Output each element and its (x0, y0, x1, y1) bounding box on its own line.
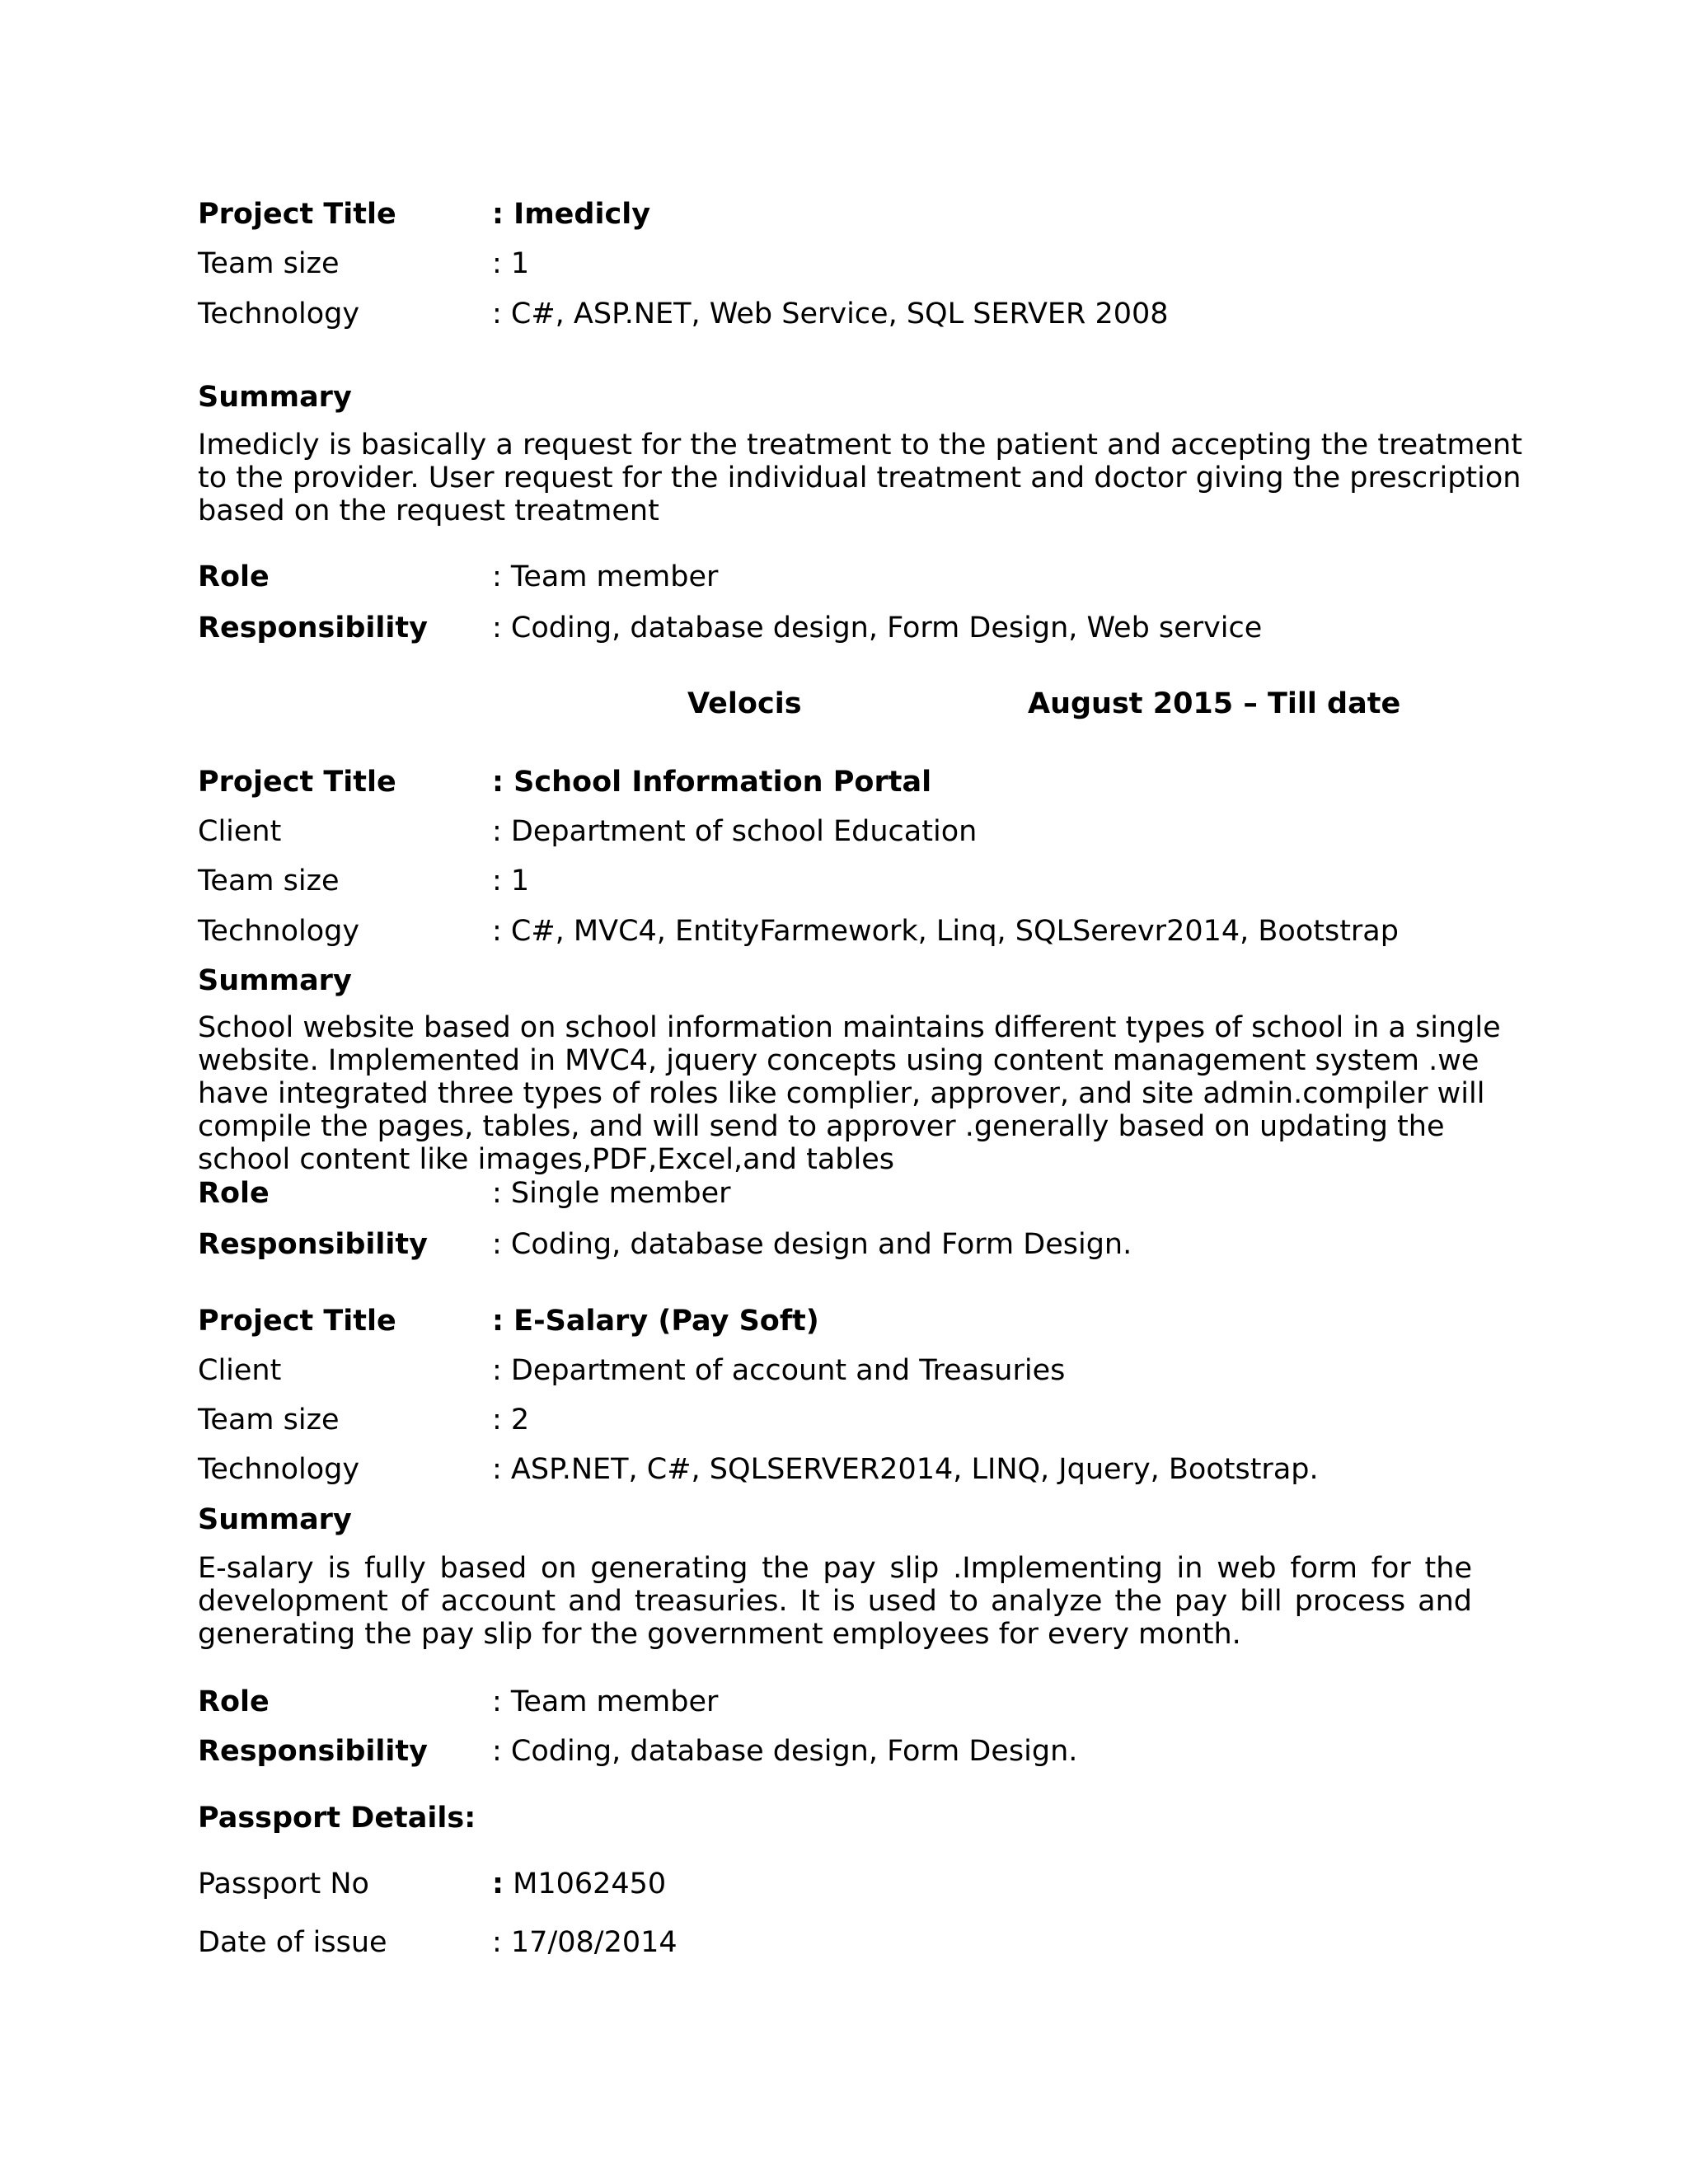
passport-issue-value: : 17/08/2014 (492, 1926, 678, 1959)
project3-tech-value: : ASP.NET, C#, SQLSERVER2014, LINQ, Jquery, Bootstrap. (492, 1453, 1319, 1486)
project2-client-value: : Department of school Education (492, 815, 978, 848)
project2-title-label: Project Title (198, 766, 396, 799)
summary-line: School website based on school information maintains different types of school in a single (198, 1011, 1501, 1044)
project2-team-label: Team size (198, 865, 340, 898)
project2-tech-value: : C#, MVC4, EntityFarmework, Linq, SQLSerevr2014, Bootstrap (492, 915, 1399, 948)
project2-team-value: : 1 (492, 865, 530, 898)
passport-no-number: M1062450 (504, 1868, 667, 1900)
project2-responsibility-label: Responsibility (198, 1228, 428, 1261)
project2-role-value: : Single member (492, 1177, 731, 1210)
project3-responsibility-value: : Coding, database design, Form Design. (492, 1735, 1078, 1768)
project1-team-value: : 1 (492, 247, 530, 280)
project2-summary-heading: Summary (198, 964, 352, 997)
project2-title-value: : School Information Portal (492, 766, 932, 799)
project3-tech-label: Technology (198, 1453, 360, 1486)
summary-line: school content like images,PDF,Excel,and tables (198, 1143, 894, 1176)
project2-tech-label: Technology (198, 915, 360, 948)
project1-title-label: Project Title (198, 198, 396, 231)
project2-responsibility-value: : Coding, database design and Form Design. (492, 1228, 1132, 1261)
summary-line: E-salary is fully based on generating the pay slip .Implementing in web form for the (198, 1552, 1472, 1585)
project1-role-label: Role (198, 560, 270, 593)
project3-team-label: Team size (198, 1404, 340, 1436)
project3-responsibility-label: Responsibility (198, 1735, 428, 1768)
summary-line: Imedicly is basically a request for the treatment to the patient and accepting the treatment (198, 429, 1522, 462)
project3-role-value: : Team member (492, 1685, 719, 1718)
project1-role-value: : Team member (492, 560, 719, 593)
project1-responsibility-value: : Coding, database design, Form Design, Web service (492, 612, 1263, 644)
project3-role-label: Role (198, 1685, 270, 1718)
project3-title-label: Project Title (198, 1305, 396, 1338)
passport-no-colon: : (492, 1868, 504, 1900)
summary-line: to the provider. User request for the individual treatment and doctor giving the prescription (198, 462, 1522, 494)
project2-summary-text (198, 1011, 1501, 1176)
summary-line: website. Implemented in MVC4, jquery concepts using content management system .we (198, 1044, 1479, 1077)
passport-heading: Passport Details: (198, 1802, 476, 1835)
summary-line: have integrated three types of roles like complier, approver, and site admin.compiler will (198, 1077, 1485, 1110)
project1-tech-value: : C#, ASP.NET, Web Service, SQL SERVER 2008 (492, 298, 1169, 330)
employer-period: August 2015 – Till date (1028, 687, 1401, 720)
project3-client-value: : Department of account and Treasuries (492, 1354, 1066, 1387)
passport-issue-label: Date of issue (198, 1926, 387, 1959)
project1-summary-text (198, 429, 1522, 527)
project1-tech-label: Technology (198, 298, 360, 330)
project1-team-label: Team size (198, 247, 340, 280)
project3-summary-heading: Summary (198, 1503, 352, 1536)
summary-line: compile the pages, tables, and will send to approver .generally based on updating the (198, 1110, 1445, 1143)
project3-title-value: : E-Salary (Pay Soft) (492, 1305, 819, 1338)
project3-summary-text (198, 1552, 1472, 1651)
summary-line: based on the request treatment (198, 494, 659, 527)
passport-no-value (492, 1870, 666, 1899)
project1-summary-heading: Summary (198, 381, 352, 414)
summary-line: development of account and treasuries. It is used to analyze the pay bill process and (198, 1585, 1472, 1618)
project3-client-label: Client (198, 1354, 282, 1387)
project1-title-value: : Imedicly (492, 198, 651, 231)
project2-role-label: Role (198, 1177, 270, 1210)
passport-no-label: Passport No (198, 1868, 369, 1900)
project2-client-label: Client (198, 815, 282, 848)
summary-line: generating the pay slip for the government employees for every month. (198, 1618, 1241, 1651)
project1-responsibility-label: Responsibility (198, 612, 428, 644)
project3-team-value: : 2 (492, 1404, 530, 1436)
employer-company: Velocis (687, 687, 802, 720)
